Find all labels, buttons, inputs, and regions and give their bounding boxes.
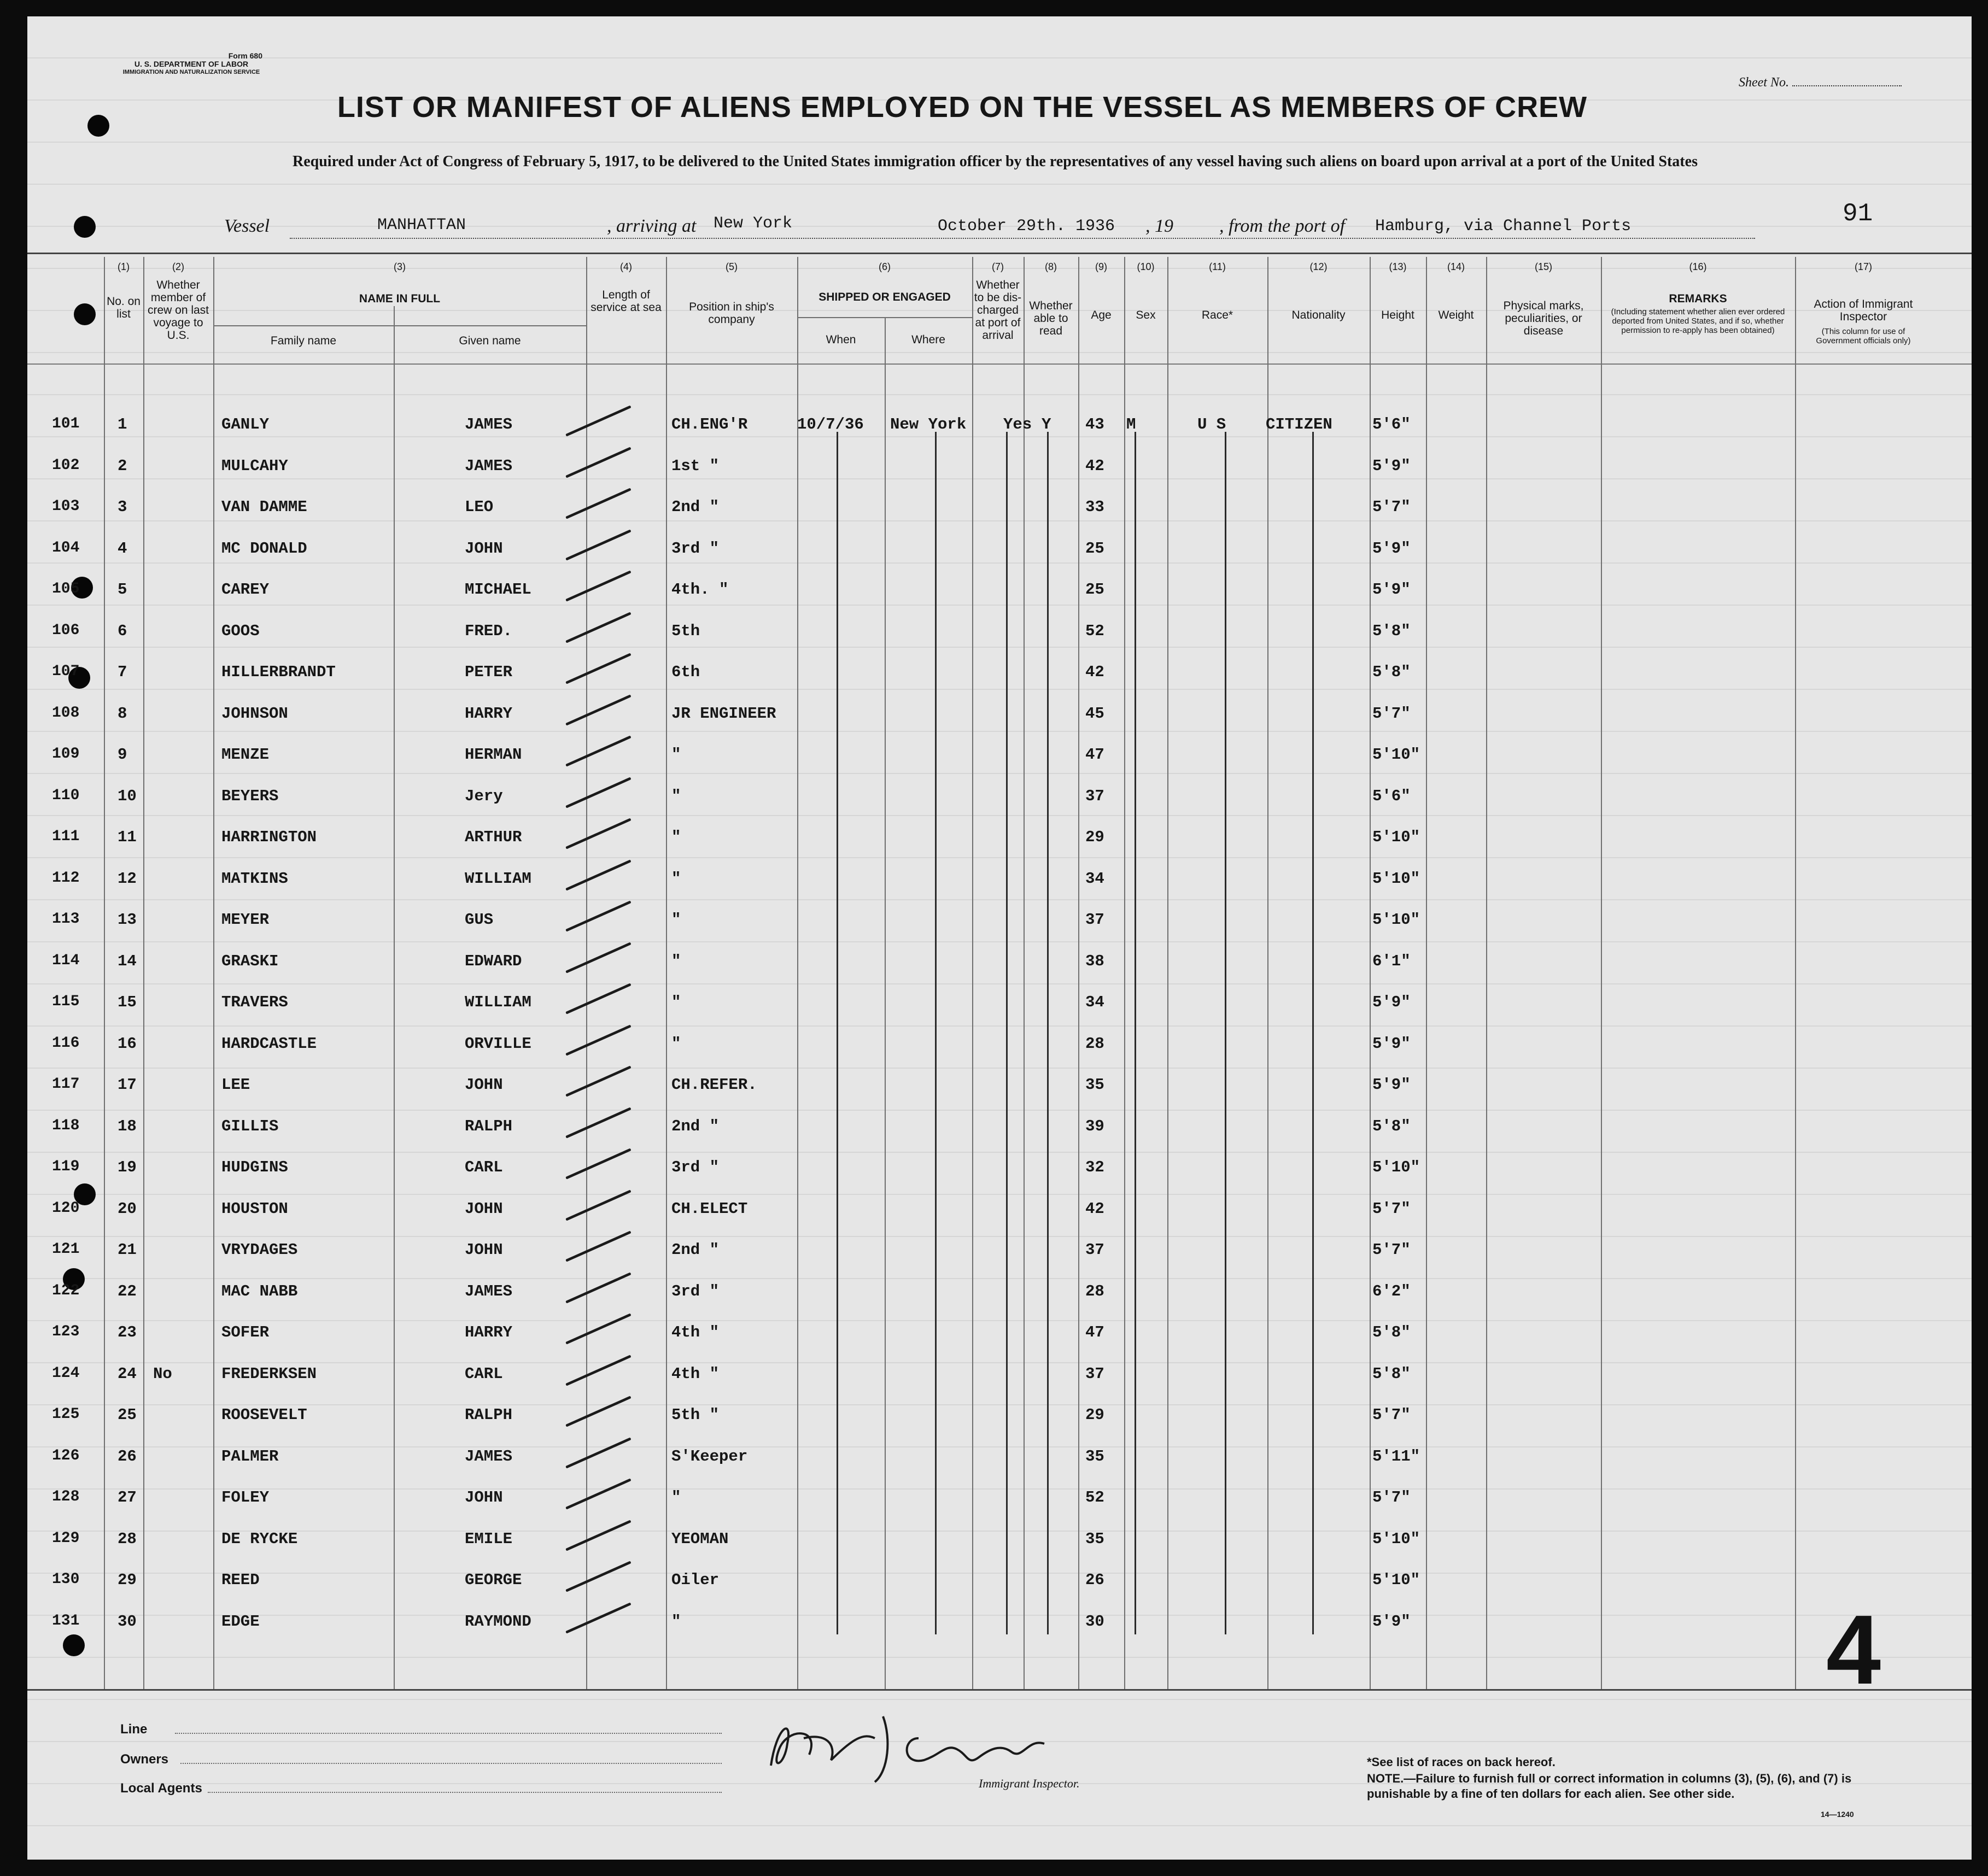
given-name: FRED. bbox=[465, 622, 513, 640]
age: 35 bbox=[1085, 1076, 1104, 1094]
col-number: (5) bbox=[726, 261, 738, 272]
family-name: PALMER bbox=[221, 1447, 279, 1465]
given-name: JAMES bbox=[465, 415, 513, 433]
race: U S bbox=[1197, 415, 1226, 433]
given-name: RALPH bbox=[465, 1117, 513, 1135]
col-header-name: NAME IN FULL bbox=[359, 292, 441, 305]
age: 35 bbox=[1085, 1529, 1104, 1548]
age: 45 bbox=[1085, 704, 1104, 723]
age: 29 bbox=[1085, 1406, 1104, 1424]
line-number: 111 bbox=[52, 828, 80, 845]
given-name: GEORGE bbox=[465, 1571, 522, 1589]
col-header-race: Race* bbox=[1201, 309, 1233, 321]
nationality: CITIZEN bbox=[1266, 415, 1332, 433]
family-name: FOLEY bbox=[221, 1488, 270, 1506]
line-number: 121 bbox=[52, 1241, 80, 1258]
row-number: 21 bbox=[118, 1241, 137, 1259]
height: 5'7" bbox=[1372, 1406, 1411, 1424]
col-header-position: Position in ship's company bbox=[689, 301, 774, 326]
col-number: (10) bbox=[1137, 261, 1155, 272]
col-header-sex: Sex bbox=[1136, 309, 1156, 321]
family-name: JOHNSON bbox=[221, 704, 288, 723]
col-header-height: Height bbox=[1381, 309, 1414, 321]
age: 35 bbox=[1085, 1447, 1104, 1465]
punch-hole bbox=[87, 115, 109, 137]
age: 25 bbox=[1085, 581, 1104, 599]
age: 30 bbox=[1085, 1612, 1104, 1631]
col-number: (6) bbox=[879, 261, 891, 272]
position: YEOMAN bbox=[671, 1529, 729, 1548]
family-name: SOFER bbox=[221, 1323, 270, 1341]
punch-hole bbox=[74, 216, 96, 238]
height: 5'10" bbox=[1372, 911, 1420, 929]
height: 6'1" bbox=[1372, 952, 1411, 970]
family-name: HUDGINS bbox=[221, 1158, 288, 1176]
col-number: (4) bbox=[620, 261, 632, 272]
col-header-shipped: SHIPPED OR ENGAGED bbox=[818, 291, 951, 303]
col-number: (1) bbox=[118, 261, 130, 272]
sheet-number: Sheet No. bbox=[1739, 75, 1902, 90]
prev-voyage: No bbox=[153, 1364, 172, 1383]
height: 5'9" bbox=[1372, 1076, 1411, 1094]
line-number: 124 bbox=[52, 1364, 80, 1382]
row-number: 9 bbox=[118, 746, 127, 764]
row-number: 24 bbox=[118, 1364, 137, 1383]
col-number: (9) bbox=[1095, 261, 1107, 272]
family-name: MENZE bbox=[221, 746, 270, 764]
form-id-block: Form 680 U. S. DEPARTMENT OF LABOR IMMIGRATION AND NATURALIZATION SERVICE bbox=[122, 51, 262, 75]
arrival-date: October 29th. 1936 bbox=[938, 217, 1115, 236]
given-name: HARRY bbox=[465, 1323, 513, 1341]
shipped-where: New York bbox=[890, 415, 967, 433]
family-name: GANLY bbox=[221, 415, 270, 433]
col-number: (16) bbox=[1689, 261, 1707, 272]
given-name: LEO bbox=[465, 498, 494, 516]
col-header-nationality: Nationality bbox=[1291, 309, 1346, 321]
family-name: MEYER bbox=[221, 911, 270, 929]
position: 4th " bbox=[671, 1364, 720, 1383]
line-number: 106 bbox=[52, 622, 80, 639]
row-number: 25 bbox=[118, 1406, 137, 1424]
line-number: 107 bbox=[52, 663, 80, 680]
given-name: Jery bbox=[465, 787, 503, 805]
height: 5'9" bbox=[1372, 456, 1411, 475]
arrival-port: New York bbox=[714, 214, 793, 233]
line-number: 109 bbox=[52, 746, 80, 763]
col-header-given: Given name bbox=[459, 335, 521, 347]
line-number: 102 bbox=[52, 456, 80, 474]
row-number: 3 bbox=[118, 498, 127, 516]
line-number: 117 bbox=[52, 1076, 80, 1093]
given-name: JAMES bbox=[465, 1447, 513, 1465]
family-name: FREDERKSEN bbox=[221, 1364, 317, 1383]
given-name: MICHAEL bbox=[465, 581, 531, 599]
row-number: 28 bbox=[118, 1529, 137, 1548]
row-number: 10 bbox=[118, 787, 137, 805]
row-number: 30 bbox=[118, 1612, 137, 1631]
position: 4th " bbox=[671, 1323, 720, 1341]
col-header-age: Age bbox=[1091, 309, 1112, 321]
line-number: 120 bbox=[52, 1199, 80, 1217]
line-number: 123 bbox=[52, 1323, 80, 1340]
row-number: 22 bbox=[118, 1282, 137, 1300]
height: 5'9" bbox=[1372, 1612, 1411, 1631]
col-header-action-note: (This column for use of Government officials only) bbox=[1816, 327, 1911, 345]
family-name: MAC NABB bbox=[221, 1282, 298, 1300]
family-name: VAN DAMME bbox=[221, 498, 307, 516]
col-number: (15) bbox=[1534, 261, 1552, 272]
row-number: 15 bbox=[118, 993, 137, 1011]
position: " bbox=[671, 1488, 681, 1506]
family-name: LEE bbox=[221, 1076, 250, 1094]
height: 5'7" bbox=[1372, 498, 1411, 516]
col-header-remarks: REMARKS bbox=[1669, 292, 1727, 305]
family-name: GILLIS bbox=[221, 1117, 279, 1135]
shipped-when: 10/7/36 bbox=[797, 415, 864, 433]
line-number: 108 bbox=[52, 704, 80, 722]
age: 37 bbox=[1085, 787, 1104, 805]
punch-hole bbox=[74, 303, 96, 325]
position: 2nd " bbox=[671, 498, 720, 516]
discharged: Yes bbox=[1003, 415, 1032, 433]
height: 5'8" bbox=[1372, 622, 1411, 640]
family-name: MATKINS bbox=[221, 869, 288, 888]
given-name: ARTHUR bbox=[465, 828, 522, 846]
age: 43 bbox=[1085, 415, 1104, 433]
able-to-read: Y bbox=[1042, 415, 1051, 433]
row-number: 29 bbox=[118, 1571, 137, 1589]
footer-line-label: Line bbox=[120, 1722, 148, 1737]
line-number: 101 bbox=[52, 415, 80, 432]
height: 5'10" bbox=[1372, 746, 1420, 764]
height: 5'11" bbox=[1372, 1447, 1420, 1465]
height: 5'7" bbox=[1372, 1199, 1411, 1218]
position: 3rd " bbox=[671, 1282, 720, 1300]
position: " bbox=[671, 952, 681, 970]
height: 5'9" bbox=[1372, 1034, 1411, 1053]
position: Oiler bbox=[671, 1571, 720, 1589]
col-header-no: No. on list bbox=[107, 295, 141, 320]
family-name: EDGE bbox=[221, 1612, 260, 1631]
line-number: 115 bbox=[52, 993, 80, 1010]
handwritten-mark: 4 bbox=[1826, 1595, 1881, 1705]
position: 5th bbox=[671, 622, 700, 640]
row-number: 14 bbox=[118, 952, 137, 970]
family-name: GOOS bbox=[221, 622, 260, 640]
age: 37 bbox=[1085, 1241, 1104, 1259]
given-name: GUS bbox=[465, 911, 494, 929]
age: 28 bbox=[1085, 1034, 1104, 1053]
age: 42 bbox=[1085, 456, 1104, 475]
given-name: ORVILLE bbox=[465, 1034, 531, 1053]
height: 5'7" bbox=[1372, 704, 1411, 723]
row-number: 6 bbox=[118, 622, 127, 640]
line-number: 104 bbox=[52, 539, 80, 556]
line-number: 128 bbox=[52, 1488, 80, 1505]
col-header-physical: Physical marks, peculiarities, or disease bbox=[1503, 300, 1584, 337]
line-number: 130 bbox=[52, 1571, 80, 1588]
row-number: 20 bbox=[118, 1199, 137, 1218]
age: 32 bbox=[1085, 1158, 1104, 1176]
height: 5'8" bbox=[1372, 1364, 1411, 1383]
line-number: 113 bbox=[52, 911, 80, 928]
col-number: (7) bbox=[992, 261, 1004, 272]
col-header-discharged: Whether to be dis-charged at port of arrival bbox=[974, 279, 1022, 342]
age: 42 bbox=[1085, 663, 1104, 681]
height: 5'9" bbox=[1372, 539, 1411, 558]
row-number: 27 bbox=[118, 1488, 137, 1506]
family-name: GRASKI bbox=[221, 952, 279, 970]
position: 3rd " bbox=[671, 1158, 720, 1176]
vessel-value: MANHATTAN bbox=[377, 216, 466, 234]
age: 33 bbox=[1085, 498, 1104, 516]
position: " bbox=[671, 787, 681, 805]
family-name: DE RYCKE bbox=[221, 1529, 298, 1548]
row-number: 7 bbox=[118, 663, 127, 681]
given-name: RALPH bbox=[465, 1406, 513, 1424]
given-name: WILLIAM bbox=[465, 993, 531, 1011]
col-header-weight: Weight bbox=[1438, 309, 1474, 321]
position: " bbox=[671, 869, 681, 888]
line-number: 112 bbox=[52, 869, 80, 887]
col-header-length: Length of service at sea bbox=[590, 289, 662, 314]
row-number: 26 bbox=[118, 1447, 137, 1465]
line-number: 125 bbox=[52, 1406, 80, 1423]
row-number: 16 bbox=[118, 1034, 137, 1053]
row-number: 4 bbox=[118, 539, 127, 558]
from-port-label: , from the port of bbox=[1219, 216, 1346, 236]
footer-owners-label: Owners bbox=[120, 1752, 169, 1767]
position: 4th. " bbox=[671, 581, 729, 599]
col-header-where: Where bbox=[911, 333, 945, 346]
age: 26 bbox=[1085, 1571, 1104, 1589]
position: 3rd " bbox=[671, 539, 720, 558]
family-name: ROOSEVELT bbox=[221, 1406, 307, 1424]
position: 2nd " bbox=[671, 1241, 720, 1259]
age: 37 bbox=[1085, 911, 1104, 929]
height: 5'10" bbox=[1372, 869, 1420, 888]
row-number: 19 bbox=[118, 1158, 137, 1176]
age: 38 bbox=[1085, 952, 1104, 970]
sex: M bbox=[1126, 415, 1136, 433]
penalty-note: NOTE.—Failure to furnish full or correct information in columns (3), (5), (6), and (7) is punishable by a fine of ten dollars for each alien. See other side. bbox=[1367, 1772, 1852, 1801]
given-name: EMILE bbox=[465, 1529, 513, 1548]
given-name: WILLIAM bbox=[465, 869, 531, 888]
row-number: 13 bbox=[118, 911, 137, 929]
row-number: 5 bbox=[118, 581, 127, 599]
col-number: (3) bbox=[394, 261, 406, 272]
vessel-label: Vessel bbox=[224, 216, 270, 236]
age: 25 bbox=[1085, 539, 1104, 558]
col-number: (11) bbox=[1209, 261, 1226, 272]
race-note: *See list of races on back hereof. bbox=[1367, 1755, 1556, 1769]
family-name: HILLERBRANDT bbox=[221, 663, 336, 681]
given-name: HARRY bbox=[465, 704, 513, 723]
line-number: 114 bbox=[52, 952, 80, 969]
line-number: 116 bbox=[52, 1034, 80, 1052]
height: 5'9" bbox=[1372, 581, 1411, 599]
position: " bbox=[671, 911, 681, 929]
line-number: 110 bbox=[52, 787, 80, 804]
family-name: CAREY bbox=[221, 581, 270, 599]
given-name: JOHN bbox=[465, 1076, 503, 1094]
family-name: MC DONALD bbox=[221, 539, 307, 558]
line-number: 131 bbox=[52, 1612, 80, 1629]
family-name: BEYERS bbox=[221, 787, 279, 805]
family-name: REED bbox=[221, 1571, 260, 1589]
given-name: JOHN bbox=[465, 1488, 503, 1506]
footer-agents-label: Local Agents bbox=[120, 1781, 202, 1796]
given-name: PETER bbox=[465, 663, 513, 681]
given-name: CARL bbox=[465, 1158, 503, 1176]
given-name: JOHN bbox=[465, 1199, 503, 1218]
col-header-action: Action of Immigrant Inspector bbox=[1814, 298, 1913, 323]
position: " bbox=[671, 1612, 681, 1631]
given-name: JOHN bbox=[465, 539, 503, 558]
line-number: 105 bbox=[52, 581, 80, 597]
line-number: 129 bbox=[52, 1529, 80, 1547]
age: 47 bbox=[1085, 746, 1104, 764]
height: 5'10" bbox=[1372, 1158, 1420, 1176]
given-name: JOHN bbox=[465, 1241, 503, 1259]
family-name: TRAVERS bbox=[221, 993, 288, 1011]
height: 5'7" bbox=[1372, 1241, 1411, 1259]
position: " bbox=[671, 828, 681, 846]
height: 5'10" bbox=[1372, 828, 1420, 846]
position: S'Keeper bbox=[671, 1447, 748, 1465]
col-number: (8) bbox=[1045, 261, 1057, 272]
position: CH.ENG'R bbox=[671, 415, 748, 433]
row-number: 1 bbox=[118, 415, 127, 433]
line-number: 126 bbox=[52, 1447, 80, 1464]
punch-hole bbox=[63, 1634, 85, 1656]
given-name: EDWARD bbox=[465, 952, 522, 970]
family-name: MULCAHY bbox=[221, 456, 288, 475]
position: CH.REFER. bbox=[671, 1076, 757, 1094]
age: 42 bbox=[1085, 1199, 1104, 1218]
page-title: LIST OR MANIFEST OF ALIENS EMPLOYED ON THE VESSEL AS MEMBERS OF CREW bbox=[337, 91, 1588, 124]
col-number: (14) bbox=[1447, 261, 1465, 272]
page-number: 91 bbox=[1843, 200, 1873, 228]
position: " bbox=[671, 993, 681, 1011]
height: 5'6" bbox=[1372, 787, 1411, 805]
position: 1st " bbox=[671, 456, 720, 475]
family-name: HARRINGTON bbox=[221, 828, 317, 846]
family-name: HARDCASTLE bbox=[221, 1034, 317, 1053]
row-number: 8 bbox=[118, 704, 127, 723]
height: 5'8" bbox=[1372, 1323, 1411, 1341]
row-number: 23 bbox=[118, 1323, 137, 1341]
row-number: 11 bbox=[118, 828, 137, 846]
col-number: (17) bbox=[1854, 261, 1872, 272]
age: 29 bbox=[1085, 828, 1104, 846]
col-number: (2) bbox=[172, 261, 184, 272]
height: 5'8" bbox=[1372, 663, 1411, 681]
height: 5'9" bbox=[1372, 993, 1411, 1011]
age: 47 bbox=[1085, 1323, 1104, 1341]
position: 2nd " bbox=[671, 1117, 720, 1135]
inspector-label: Immigrant Inspector. bbox=[979, 1777, 1080, 1790]
age: 34 bbox=[1085, 869, 1104, 888]
age: 34 bbox=[1085, 993, 1104, 1011]
height: 5'8" bbox=[1372, 1117, 1411, 1135]
line-number: 103 bbox=[52, 498, 80, 515]
age: 37 bbox=[1085, 1364, 1104, 1383]
position: 6th bbox=[671, 663, 700, 681]
row-number: 2 bbox=[118, 456, 127, 475]
given-name: RAYMOND bbox=[465, 1612, 531, 1631]
form-code: 14—1240 bbox=[1821, 1810, 1854, 1819]
given-name: JAMES bbox=[465, 456, 513, 475]
col-header-prev-voyage: Whether member of crew on last voyage to U.S. bbox=[147, 279, 209, 342]
col-number: (12) bbox=[1309, 261, 1328, 272]
given-name: CARL bbox=[465, 1364, 503, 1383]
height: 5'10" bbox=[1372, 1529, 1420, 1548]
line-number: 118 bbox=[52, 1117, 80, 1134]
position: " bbox=[671, 1034, 681, 1053]
line-number: 119 bbox=[52, 1158, 80, 1175]
arriving-label: , arriving at bbox=[607, 216, 697, 236]
row-number: 17 bbox=[118, 1076, 137, 1094]
col-header-remarks-note: (Including statement whether alien ever ordered deported from United States, and if so, whether permission to re-apply has been obtained) bbox=[1611, 307, 1785, 335]
position: " bbox=[671, 746, 681, 764]
position: CH.ELECT bbox=[671, 1199, 748, 1218]
age: 52 bbox=[1085, 622, 1104, 640]
line-number: 122 bbox=[52, 1282, 80, 1299]
row-number: 12 bbox=[118, 869, 137, 888]
family-name: VRYDAGES bbox=[221, 1241, 298, 1259]
height: 5'6" bbox=[1372, 415, 1411, 433]
age: 28 bbox=[1085, 1282, 1104, 1300]
height: 6'2" bbox=[1372, 1282, 1411, 1300]
page-subtitle: Required under Act of Congress of February 5, 1917, to be delivered to the United States immigration officer by the representatives of any vessel having such aliens on board upon arrival at a port of the United States bbox=[293, 153, 1698, 170]
given-name: HERMAN bbox=[465, 746, 522, 764]
row-number: 18 bbox=[118, 1117, 137, 1135]
year-label: , 19 bbox=[1145, 216, 1173, 236]
age: 39 bbox=[1085, 1117, 1104, 1135]
position: JR ENGINEER bbox=[671, 704, 776, 723]
height: 5'10" bbox=[1372, 1571, 1420, 1589]
position: 5th " bbox=[671, 1406, 720, 1424]
col-header-family: Family name bbox=[270, 335, 337, 347]
from-port: Hamburg, via Channel Ports bbox=[1375, 217, 1632, 236]
col-header-read: Whether able to read bbox=[1029, 300, 1073, 337]
col-number: (13) bbox=[1389, 261, 1407, 272]
age: 52 bbox=[1085, 1488, 1104, 1506]
family-name: HOUSTON bbox=[221, 1199, 288, 1218]
height: 5'7" bbox=[1372, 1488, 1411, 1506]
col-header-when: When bbox=[826, 333, 856, 346]
given-name: JAMES bbox=[465, 1282, 513, 1300]
